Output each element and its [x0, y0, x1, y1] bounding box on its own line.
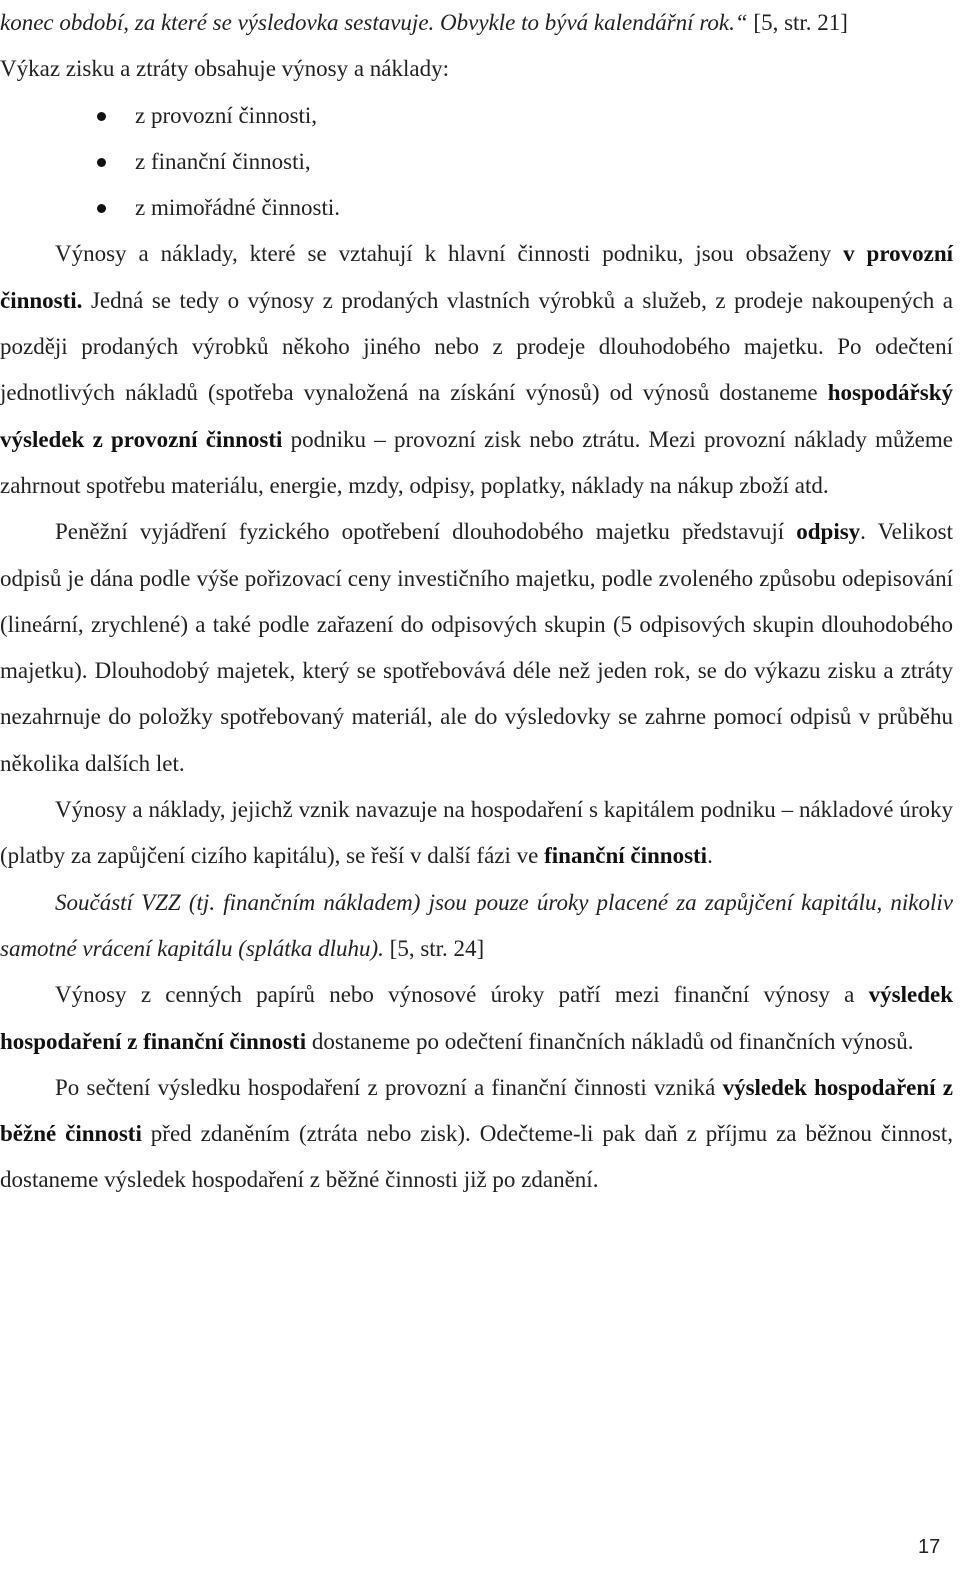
citation: [5, str. 24]	[383, 935, 485, 961]
bold-term: finanční činnosti	[544, 843, 708, 869]
quote-text: konec období, za které se výsledovka sestavuje. Obvykle to bývá kalendářní rok.“	[0, 10, 748, 35]
text-run: Jedná se tedy o výnosy z prodaných vlastních výrobků a služeb, z prodeje nakoupených a později prodaných výrobků někoho jiného nebo z prodeje dlouhodobého majetku. Po odečtení jednotlivých nákladů (spotřeba vynaložená na získání výnosů) od výnosů dostaneme	[0, 287, 953, 406]
list-item: z mimořádné činnosti.	[0, 185, 953, 231]
text-run: Výnosy z cenných papírů nebo výnosové úroky patří mezi finanční výnosy a	[55, 982, 869, 1008]
paragraph-depreciation	[0, 509, 953, 787]
text-run: Peněžní vyjádření fyzického opotřebení dlouhodobého majetku představují	[55, 519, 797, 545]
list-item: z provozní činnosti,	[0, 93, 953, 139]
quote-text: Součástí VZZ (tj. finančním nákladem) jsou pouze úroky placené za zapůjčení kapitálu, nikoliv samotné vrácení kapitálu (splátka dluhu).	[0, 889, 953, 961]
paragraph-securities	[0, 972, 953, 1065]
paragraph-ordinary	[0, 1065, 953, 1204]
bold-term: výsledek hospodaření z finanční činnosti	[0, 982, 953, 1054]
page-number: 17	[918, 1536, 941, 1558]
bullet-list	[0, 93, 953, 232]
text-run: Výnosy a náklady, jejichž vznik navazuje na hospodaření s kapitálem podniku – nákladové úroky (platby za zapůjčení cizího kapitálu), se řeší v další fázi ve	[0, 797, 953, 869]
text-run: před zdaněním (ztráta nebo zisk). Odečteme-li pak daň z příjmu za běžnou činnost, dostaneme výsledek hospodaření z běžné činnosti již po zdanění.	[0, 1121, 953, 1193]
bold-term: hospodářský výsledek z provozní činnosti	[0, 380, 953, 452]
text-run: Po sečtení výsledku hospodaření z provozní a finanční činnosti vzniká	[55, 1074, 723, 1100]
text-run: . Velikost odpisů je dána podle výše pořizovací ceny investičního majetku, podle zvoleného způsobu odepisování (lineární, zrychlené) a také podle zařazení do odpisových skupin (5 odpisových skupin dlouhodobého majetku). Dlouhodobý majetek, který se spotřebovává déle než jeden rok, se do výkazu zisku a ztráty nezahrnuje do položky spotřebovaný materiál, ale do výsledovky se zahrne pomocí odpisů v průběhu několika dalších let.	[0, 519, 953, 776]
list-item: z finanční činnosti,	[0, 139, 953, 185]
bold-term: výsledek hospodaření z běžné činnosti	[0, 1074, 953, 1147]
paragraph-quote	[0, 880, 953, 973]
paragraph-intro: Výkaz zisku a ztráty obsahuje výnosy a náklady:	[0, 56, 450, 82]
paragraph-citation-end	[0, 0, 953, 46]
citation: [5, str. 21]	[747, 10, 848, 35]
bold-term: odpisy	[796, 519, 861, 545]
bold-term: v provozní činnosti.	[0, 241, 953, 313]
paragraph-financial	[0, 787, 953, 880]
text-run: .	[707, 843, 713, 869]
text-run: Výnosy a náklady, které se vztahují k hlavní činnosti podniku, jsou obsaženy	[55, 241, 844, 267]
text-run: podniku – provozní zisk nebo ztrátu. Mezi provozní náklady můžeme zahrnout spotřebu materiálu, energie, mzdy, odpisy, poplatky, náklady na nákup zboží atd.	[0, 426, 953, 498]
text-run: dostaneme po odečtení finančních nákladů od finančních výnosů.	[306, 1028, 914, 1054]
paragraph-operating	[0, 231, 953, 509]
